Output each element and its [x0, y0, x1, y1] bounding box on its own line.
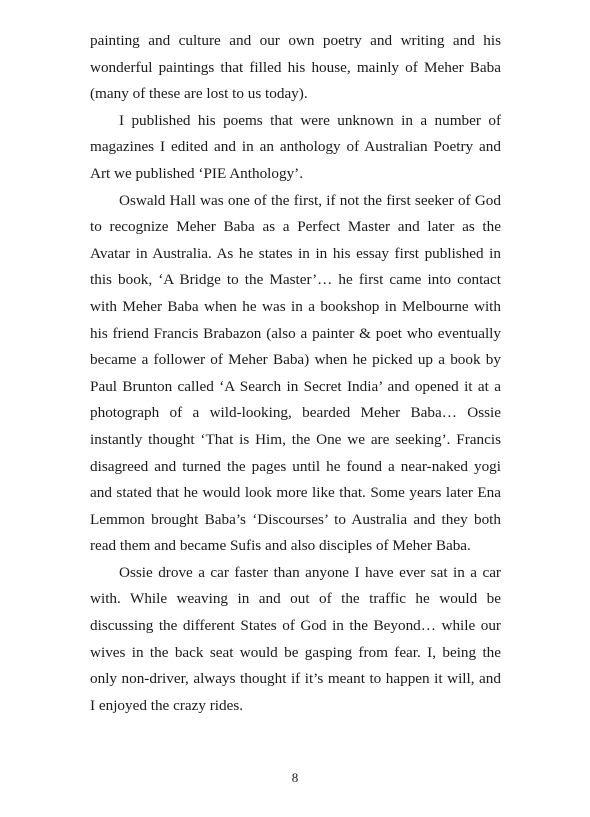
body-text — [90, 28, 501, 719]
paragraph-poems-published: I published his poems that were unknown in a number of magazines I edited and in an anthology of Australian Poetry and Art we published ‘PIE Anthology’. — [90, 111, 501, 182]
paragraph-oswald-hall: Oswald Hall was one of the first, if not the first seeker of God to recognize Meher Baba as a Perfect Master and later as the Avatar in Australia. As he states in in his essay first published in this book, ‘A Bridge to the Master’… he first came into contact with Meher Baba when he was in a bookshop in Melbourne with his friend Francis Brabazon (also a painter & poet who eventually became a follower of Meher Baba) when he picked up a book by Paul Brunton called ‘A Search in Secret India’ and opened it at a photograph of a wild-looking, bearded Meher Baba… Ossie instantly thought ‘That is Him, the One we are seeking’. Francis disagreed and turned the pages until he found a near-naked yogi and stated that he would look more like that. Some years later Ena Lemmon brought Baba’s ‘Discourses’ to Australia and they both read them and became Sufis and also disciples of Meher Baba. — [90, 191, 501, 555]
paragraph-continued: painting and culture and our own poetry and writing and his wonderful paintings that filled his house, mainly of Meher Baba (many of these are lost to us today). — [90, 32, 501, 103]
page-number: 8 — [291, 770, 299, 785]
paragraph-ossie-driving: Ossie drove a car faster than anyone I have ever sat in a car with. While weaving in and out of the traffic he would be discussing the different States of God in the Beyond… while our wives in the back seat would be gasping from fear. I, being the only non-driver, always thought if it’s meant to happen it will, and I enjoyed the crazy rides. — [90, 563, 501, 714]
